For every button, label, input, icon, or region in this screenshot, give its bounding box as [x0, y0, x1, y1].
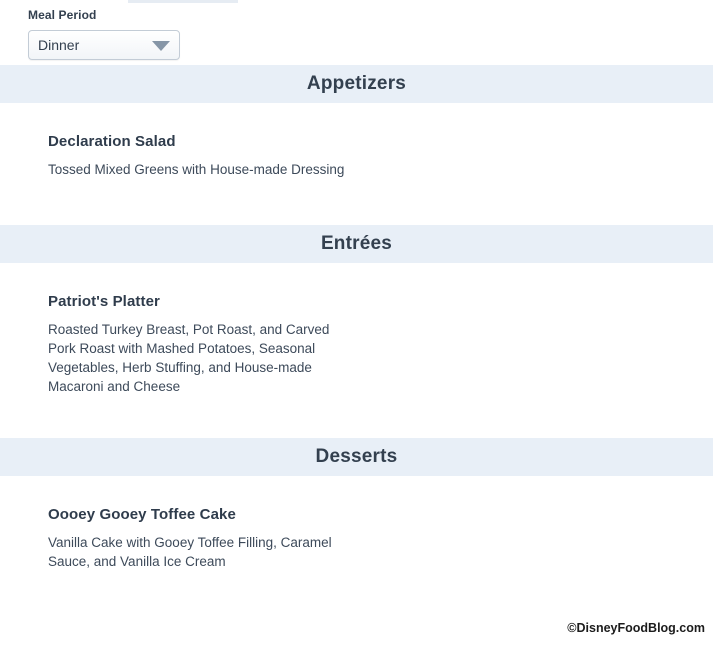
meal-period-select-wrap[interactable] — [28, 30, 180, 60]
menu-item — [48, 476, 713, 571]
page-top-artifact — [128, 0, 238, 3]
section-body-appetizers — [0, 103, 713, 225]
meal-period-select[interactable]: Dinner — [28, 30, 180, 60]
meal-period-label: Meal Period — [28, 8, 97, 22]
menu-item — [48, 263, 713, 396]
section-heading-appetizers: Appetizers — [0, 65, 713, 103]
menu-item-description: Tossed Mixed Greens with House-made Dressing — [48, 162, 345, 177]
menu-item — [48, 103, 713, 179]
menu-item-description: Vanilla Cake with Gooey Toffee Filling, Caramel Sauce, and Vanilla Ice Cream — [48, 535, 332, 569]
meal-period-control — [0, 0, 713, 65]
menu-item-name: Oooey Gooey Toffee Cake — [48, 506, 236, 523]
section-body-desserts — [0, 476, 713, 571]
section-spacer — [48, 179, 713, 225]
menu-item-description: Roasted Turkey Breast, Pot Roast, and Carved Pork Roast with Mashed Potatoes, Seasonal Vegetables, Herb Stuffing, and House-made Macaroni and Cheese — [48, 322, 330, 394]
menu-item-name: Patriot's Platter — [48, 293, 160, 310]
section-heading-desserts: Desserts — [0, 438, 713, 476]
menu-item-name: Declaration Salad — [48, 133, 176, 150]
section-spacer — [48, 396, 713, 438]
section-body-entrees — [0, 263, 713, 438]
watermark: ©DisneyFoodBlog.com — [567, 621, 705, 635]
section-heading-entrees: Entrées — [0, 225, 713, 263]
